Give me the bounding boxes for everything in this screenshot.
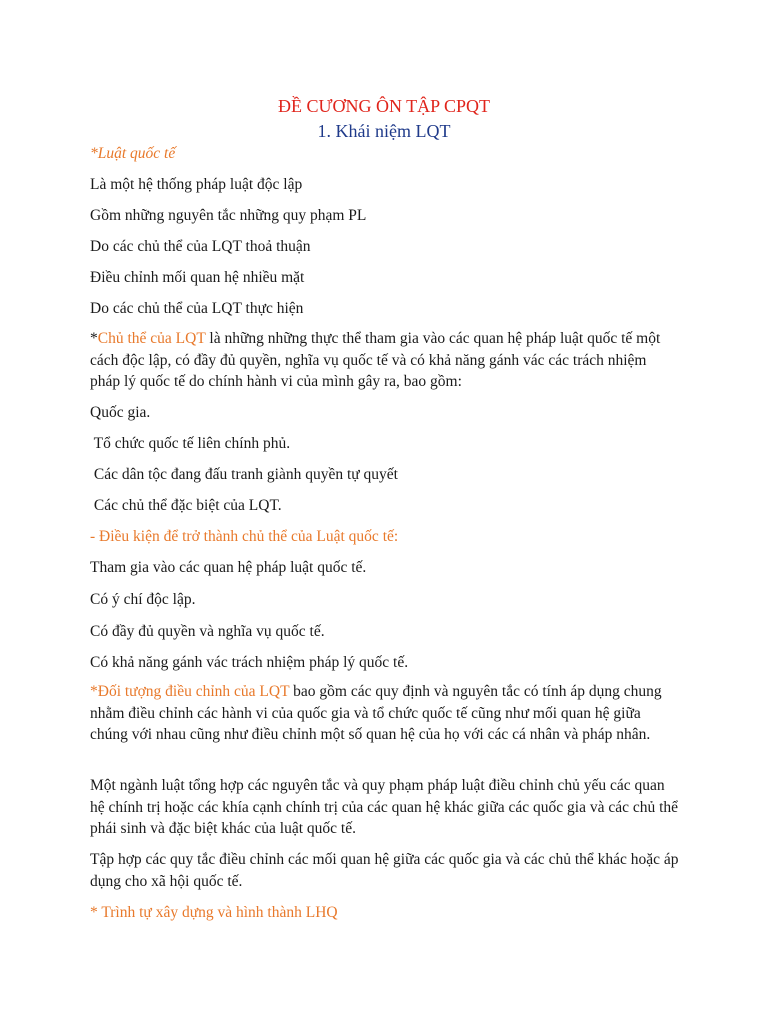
chu-the-highlight: Chủ thể của LQT [97, 330, 206, 347]
dieu-kien-heading: - Điều kiện để trở thành chủ thể của Luật quốc tế: [90, 528, 399, 545]
trinh-tu-heading: * Trình tự xây dựng và hình thành LHQ [90, 904, 338, 921]
definition-line: Do các chủ thể của LQT thực hiện [90, 300, 304, 317]
dieu-kien-list-item: Có khả năng gánh vác trách nhiệm pháp lý quốc tế. [90, 654, 409, 671]
nganh-luat-paragraph: Một ngành luật tổng hợp các nguyên tắc và quy phạm pháp luật điều chỉnh chủ yếu các quan hệ chính trị hoặc các khía cạnh chính trị của các quan hệ khác giữa các quốc gia và các chủ thể phái sinh và đặc biệt khác của luật quốc tế. [90, 777, 679, 837]
chu-the-prefix: * [90, 330, 98, 347]
dieu-kien-list-item: Tham gia vào các quan hệ pháp luật quốc tế. [90, 559, 367, 576]
chu-the-text: là những những thực thể tham gia vào các quan hệ pháp luật quốc tế một cách độc lập, có đầy đủ quyền, nghĩa vụ quốc tế và có khả năng gánh vác các trách nhiệm pháp lý quốc tế do chính hành vi của mình gây ra, bao gồm: [90, 330, 661, 390]
definition-line: Điều chỉnh mối quan hệ nhiều mặt [90, 269, 305, 286]
definition-line: Gồm những nguyên tắc những quy phạm PL [90, 207, 367, 224]
document-title: ĐỀ CƯƠNG ÔN TẬP CPQT [278, 96, 490, 116]
dieu-kien-list-item: Có đầy đủ quyền và nghĩa vụ quốc tế. [90, 623, 325, 640]
doi-tuong-highlight: *Đối tượng điều chỉnh của LQT [90, 683, 290, 700]
dieu-kien-list-item: Có ý chí độc lập. [90, 591, 196, 608]
definition-line: Là một hệ thống pháp luật độc lập [90, 176, 303, 193]
doi-tuong-text: bao gồm các quy định và nguyên tắc có tính áp dụng chung nhằm điều chỉnh các hành vi của quốc gia và tổ chức quốc tế cũng như mối quan hệ giữa chúng với nhau cũng như điều chỉnh một số quan hệ của họ với các cá nhân và pháp nhân. [90, 683, 662, 743]
tap-hop-paragraph: Tập hợp các quy tắc điều chỉnh các mối quan hệ giữa các quốc gia và các chủ thể khác hoặc áp dụng cho xã hội quốc tế. [90, 851, 679, 890]
chu-the-list-item: Quốc gia. [90, 404, 151, 421]
definition-line: Do các chủ thể của LQT thoả thuận [90, 238, 311, 255]
chu-the-list-item: Các chủ thể đặc biệt của LQT. [90, 497, 282, 514]
chu-the-paragraph [90, 328, 680, 393]
section-heading: 1. Khái niệm LQT [317, 121, 451, 141]
chu-the-list-item: Tổ chức quốc tế liên chính phủ. [90, 435, 291, 452]
doi-tuong-paragraph [90, 681, 680, 746]
chu-the-list-item: Các dân tộc đang đấu tranh giành quyền tự quyết [90, 466, 398, 483]
luat-quoc-te-label: *Luật quốc tế [90, 145, 176, 162]
